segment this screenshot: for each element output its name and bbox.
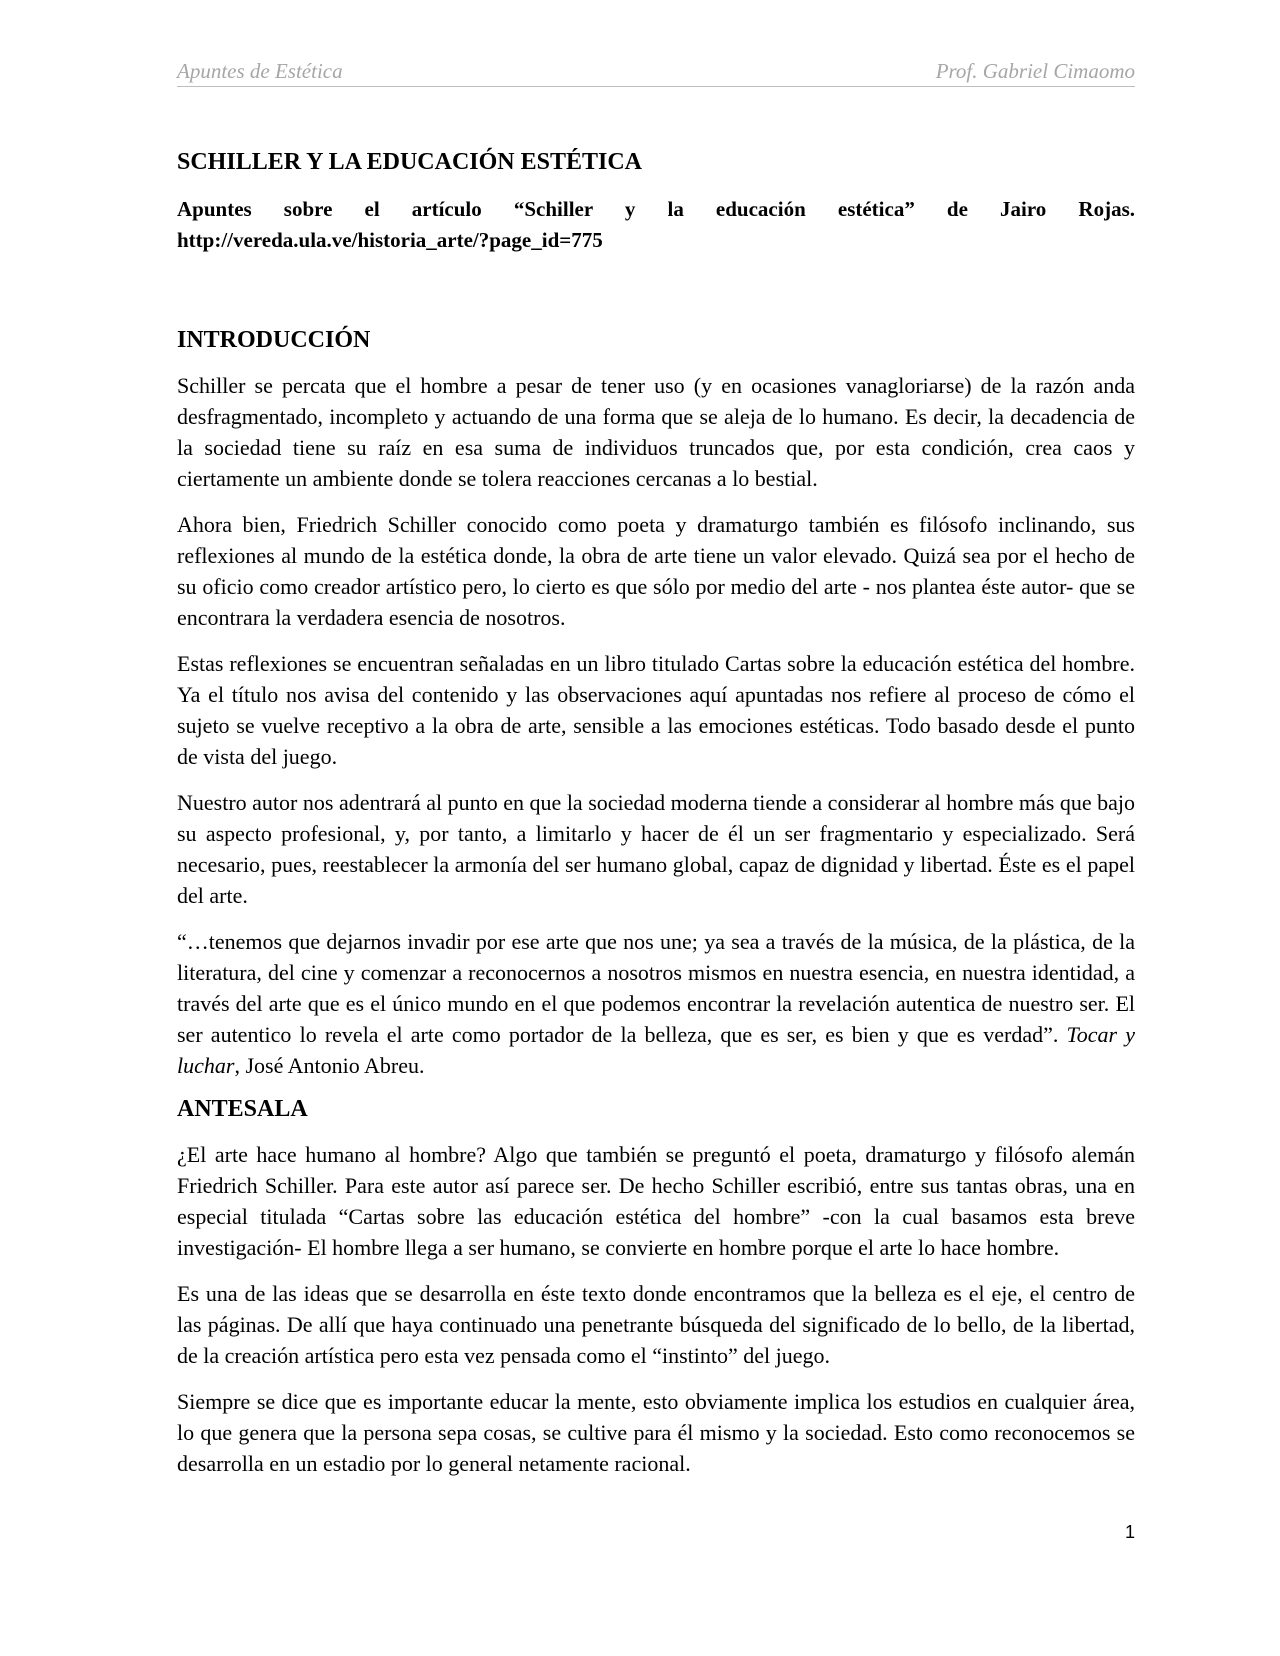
page-number: 1 <box>1124 1522 1135 1542</box>
paragraph-intro-1: Schiller se percata que el hombre a pesar de tener uso (y en ocasiones vanagloriarse) de la razón anda desfragmentado, incompleto y actuando de una forma que se aleja de lo humano. Es decir, la decadencia de la sociedad tiene su raíz en esa suma de individuos truncados que, por esta condición, crea caos y ciertamente un ambiente donde se tolera reacciones cercanas a lo bestial. <box>177 373 1135 491</box>
document-title: SCHILLER Y LA EDUCACIÓN ESTÉTICA <box>177 149 642 175</box>
header-course-title: Apuntes de Estética <box>177 59 343 83</box>
paragraph-antesala-1: ¿El arte hace humano al hombre? Algo que también se preguntó el poeta, dramaturgo y filósofo alemán Friedrich Schiller. Para este autor así parece ser. De hecho Schiller escribió, entre sus tantas obras, una en especial titulada “Cartas sobre las educación estética del hombre” -con la cual basamos esta breve investigación- El hombre llega a ser humano, se convierte en hombre porque el arte lo hace hombre. <box>177 1142 1135 1260</box>
quote-author: , José Antonio Abreu. <box>234 1053 425 1078</box>
subtitle-source-article: Apuntes sobre el artículo “Schiller y la educación estética” de Jairo Rojas. <box>177 197 1135 221</box>
paragraph-intro-3: Estas reflexiones se encuentran señaladas en un libro titulado Cartas sobre la educación estética del hombre. Ya el título nos avisa del contenido y las observaciones aquí apuntadas nos refiere al proceso de cómo el sujeto se vuelve receptivo a la obra de arte, sensible a las emociones estéticas. Todo basado desde el punto de vista del juego. <box>177 651 1135 769</box>
header-professor-name: Prof. Gabriel Cimaomo <box>935 59 1135 83</box>
paragraph-antesala-3: Siempre se dice que es importante educar la mente, esto obviamente implica los estudios en cualquier área, lo que genera que la persona sepa cosas, se cultive para él mismo y la sociedad. Esto como reconocemos se desarrolla en un estadio por lo general netamente racional. <box>177 1389 1135 1476</box>
subtitle-source-url: http://vereda.ula.ve/historia_arte/?page_id=775 <box>177 228 603 252</box>
quote-text: “…tenemos que dejarnos invadir por ese arte que nos une; ya sea a través de la música, de la plástica, de la literatura, del cine y comenzar a reconocernos a nosotros mismos en nuestra esencia, en nuestra identidad, a través del arte que es el único mundo en el que podemos encontrar la revelación autentica de nuestro ser. El ser autentico lo revela el arte como portador de la belleza, que es ser, es bien y que es verdad”. <box>177 929 1135 1047</box>
paragraph-intro-4: Nuestro autor nos adentrará al punto en que la sociedad moderna tiende a considerar al hombre más que bajo su aspecto profesional, y, por tanto, a limitarlo y hacer de él un ser fragmentario y especializado. Será necesario, pues, reestablecer la armonía del ser humano global, capaz de dignidad y libertad. Éste es el papel del arte. <box>177 790 1135 908</box>
running-header <box>177 56 1135 87</box>
document-page <box>177 56 1135 1479</box>
quote-work-title: Tocar y luchar <box>177 1022 1135 1078</box>
document-subtitle <box>177 194 1135 256</box>
section-heading-antesala: ANTESALA <box>177 1096 308 1122</box>
section-heading-introduccion: INTRODUCCIÓN <box>177 327 371 353</box>
quote-abreu <box>177 926 1135 1081</box>
paragraph-antesala-2: Es una de las ideas que se desarrolla en éste texto donde encontramos que la belleza es el eje, el centro de las páginas. De allí que haya continuado una penetrante búsqueda del significado de lo bello, de la libertad, de la creación artística pero esta vez pensada como el “instinto” del juego. <box>177 1281 1135 1368</box>
paragraph-intro-2: Ahora bien, Friedrich Schiller conocido como poeta y dramaturgo también es filósofo inclinando, sus reflexiones al mundo de la estética donde, la obra de arte tiene un valor elevado. Quizá sea por el hecho de su oficio como creador artístico pero, lo cierto es que sólo por medio del arte - nos plantea éste autor- que se encontrara la verdadera esencia de nosotros. <box>177 512 1135 630</box>
